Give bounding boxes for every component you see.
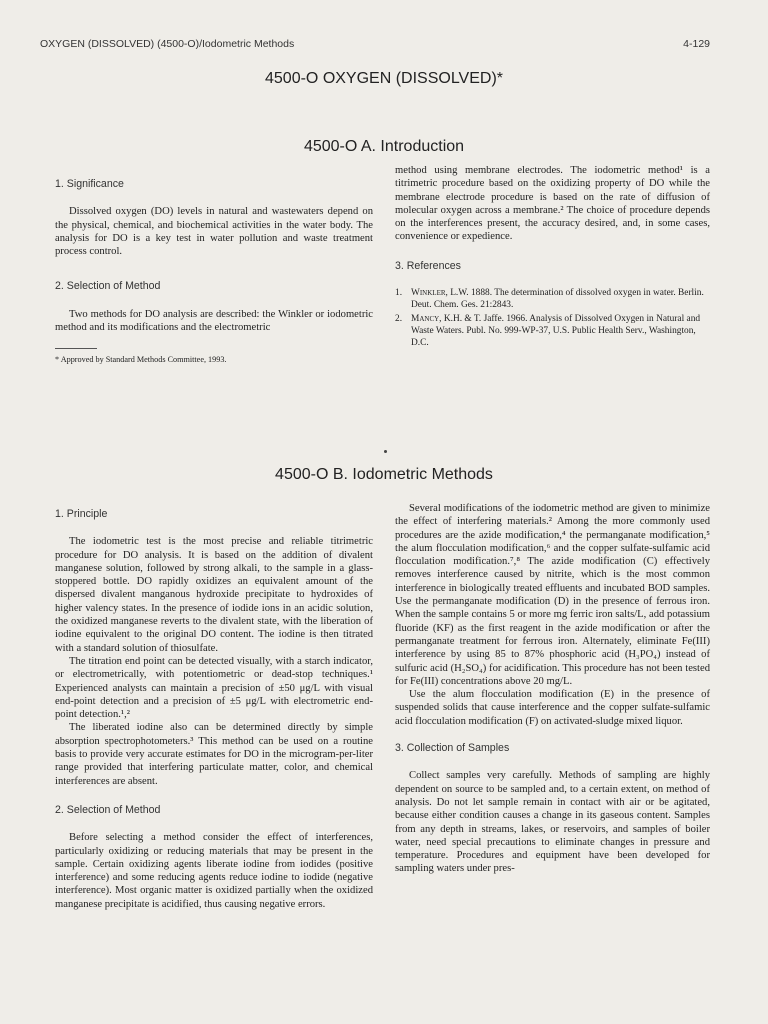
document-title: 4500-O OXYGEN (DISSOLVED)*	[265, 70, 503, 87]
reference-item: 2. Mancy, K.H. & T. Jaffe. 1966. Analysis of Dissolved Oxygen in Natural and Waste Waters. Publ. No. 999-WP-37, U.S. Public Health Serv., Washington, D.C.	[395, 314, 701, 349]
principle-paragraph-2: The titration end point can be detected visually, with a starch indicator, or electrometrically, with potentiometric or dead-stop techniques.¹ Experienced analysts can maintain a precision of ±50 μg/L with visual end-point detection and a precision of ±5 μg/L with electrometric end-point detection.¹,²	[55, 655, 373, 721]
footnote: * Approved by Standard Methods Committee, 1993.	[55, 355, 227, 365]
collection-heading: 3. Collection of Samples	[395, 742, 510, 755]
significance-heading: 1. Significance	[55, 178, 124, 190]
running-head: OXYGEN (DISSOLVED) (4500-O)/Iodometric Methods	[40, 38, 295, 50]
selection-heading-a: 2. Selection of Method	[55, 280, 161, 293]
section-b-right-column	[395, 502, 710, 876]
selection-paragraph-a-continued: method using membrane electrodes. The iodometric method¹ is a titrimetric procedure based on the oxidizing property of DO while the membrane electrode procedure is based on the rate of diffusion of molecular oxygen across a membrane.² The choice of procedure depends on the interferences present, the accuracy desired, and, in some cases, convenience or expedience.	[395, 165, 710, 243]
references-heading: 3. References	[395, 259, 461, 272]
page-number: 4-129	[683, 38, 710, 50]
selection-heading-b: 2. Selection of Method	[55, 803, 161, 816]
section-b-title: 4500-O B. Iodometric Methods	[275, 466, 493, 483]
section-a-left-column	[55, 178, 373, 365]
speck-mark	[384, 450, 387, 453]
footnote-rule	[55, 348, 97, 349]
selection-paragraph-a: Two methods for DO analysis are described: the Winkler or iodometric method and its modifications and the electrometric	[55, 308, 373, 334]
section-b-left-column	[55, 508, 373, 911]
modifications-paragraph: Several modifications of the iodometric method are given to minimize the effect of interfering materials.² Among the more commonly used procedures are the azide modification,⁴ the permanganate modification,⁵ the alum flocculation modification,⁶ and the copper sulfate-sulfamic acid flocculation modification.⁷,⁸ The azide modification (C) effectively removes interference caused by nitrite, which is the most common interference in biologically treated effluents and incubated BOD samples. Use the permanganate modification (D) in the presence of ferrous iron. When the sample contains 5 or more mg ferric iron salts/L, add potassium fluoride (KF) as the first reagent in the azide modification or after the permanganate treatment for ferrous iron. Alternately, eliminate Fe(III) interference by using 85 to 87% phosphoric acid (H₃PO₄) instead of sulfuric acid (H₂SO₄) for acidification. This procedure has not been tested for Fe(III) concentrations above 20 mg/L.	[395, 503, 710, 687]
selection-paragraph-b: Before selecting a method consider the effect of interferences, particularly oxidizing or reducing materials that may be present in the sample. Certain oxidizing agents liberate iodine from iodides (positive interference) and some reducing agents reduce iodine to iodide (negative interference). Most organic matter is oxidized partially when the oxidized manganese precipitate is acidified, thus causing negative errors.	[55, 832, 373, 910]
principle-paragraph-3: The liberated iodine also can be determined directly by simple absorption spectrophotometers.³ This method can be used on a routine basis to provide very accurate estimates for DO in the microgram-per-liter range provided that interfering particulate matter, color, and chemical interferences are absent.	[55, 722, 373, 787]
section-a-title: 4500-O A. Introduction	[303, 138, 465, 155]
principle-paragraph-1: The iodometric test is the most precise and reliable titrimetric procedure for DO analysis. It is based on the addition of divalent manganese solution, followed by strong alkali, to the sample in a glass-stoppered bottle. DO rapidly oxidizes an equivalent amount of the dispersed divalent manganous hydroxide precipitate to hydroxides of higher valency states. In the presence of iodide ions in an acidic solution, the oxidized manganese reverts to the divalent state, with the liberation of iodine equivalent to the original DO content. The iodine is then titrated with a standard solution of thiosulfate.	[55, 536, 373, 654]
alum-paragraph: Use the alum flocculation modification (E) in the presence of suspended solids that cause interference and the copper sulfate-sulfamic acid flocculation modification (F) on activated-sludge mixed liquor.	[395, 689, 710, 727]
reference-item: 1. Winkler, L.W. 1888. The determination of dissolved oxygen in water. Berlin. Deut. Chem. Ges. 21:2843.	[395, 288, 704, 311]
collection-paragraph: Collect samples very carefully. Methods of sampling are highly dependent on source to be sampled and, to a certain extent, on method of analysis. Do not let sample remain in contact with air or be agitated, because either condition causes a change in its gaseous content. Samples from any depth in streams, lakes, or reservoirs, and samples of boiler water, need special precautions to eliminate changes in pressure and temperature. Procedures and equipment have been developed for sampling waters under pres-	[395, 770, 710, 875]
section-a-right-column	[395, 164, 710, 351]
significance-paragraph: Dissolved oxygen (DO) levels in natural and wastewaters depend on the physical, chemical, and biochemical activities in the water body. The analysis for DO is a key test in water pollution and waste treatment process control.	[55, 206, 373, 258]
principle-heading: 1. Principle	[55, 508, 108, 520]
